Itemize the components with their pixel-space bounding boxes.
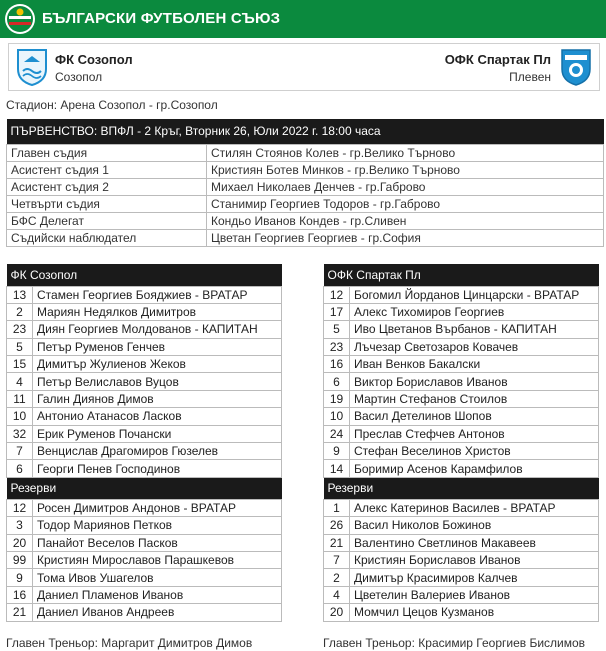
player-number: 5 — [7, 338, 33, 355]
player-row — [7, 408, 282, 425]
player-number: 6 — [7, 460, 33, 477]
player-number: 10 — [324, 408, 350, 425]
player-name: Виктор Бориславов Иванов — [350, 373, 599, 390]
official-name: Михаел Николаев Денчев - гр.Габрово — [207, 178, 604, 195]
player-row — [7, 443, 282, 460]
player-number: 9 — [7, 569, 33, 586]
sub-row — [324, 586, 599, 603]
player-name: Кристиян Бориславов Иванов — [350, 551, 599, 568]
official-name: Цветан Георгиев Георгиев - гр.София — [207, 229, 604, 246]
official-name: Кристиян Ботев Минков - гр.Велико Търново — [207, 161, 604, 178]
home-coach — [6, 636, 252, 650]
officials-table — [6, 119, 604, 247]
player-row — [7, 303, 282, 320]
player-name: Петър Руменов Генчев — [33, 338, 282, 355]
player-name: Даниел Пламенов Иванов — [33, 586, 282, 603]
bfu-logo-icon[interactable] — [4, 3, 36, 35]
player-name: Лъчезар Светозаров Ковачев — [350, 338, 599, 355]
sub-row — [324, 569, 599, 586]
player-name: Димитър Жулиенов Жеков — [33, 356, 282, 373]
player-row — [7, 373, 282, 390]
sub-row — [324, 499, 599, 516]
sub-row — [7, 604, 282, 621]
home-lineup-header: ФК Созопол — [7, 264, 282, 286]
player-number: 12 — [7, 499, 33, 516]
player-row — [324, 460, 599, 477]
player-name: Алекс Катеринов Василев - ВРАТАР — [350, 499, 599, 516]
player-number: 21 — [7, 604, 33, 621]
player-row — [324, 303, 599, 320]
player-number: 9 — [324, 443, 350, 460]
player-row — [324, 425, 599, 442]
player-name: Росен Димитров Андонов - ВРАТАР — [33, 499, 282, 516]
sub-row — [7, 517, 282, 534]
player-name: Галин Диянов Димов — [33, 390, 282, 407]
player-number: 24 — [324, 425, 350, 442]
player-number: 1 — [324, 499, 350, 516]
player-name: Петър Велиславов Вуцов — [33, 373, 282, 390]
player-number: 32 — [7, 425, 33, 442]
player-number: 21 — [324, 534, 350, 551]
sub-row — [324, 551, 599, 568]
player-name: Тодор Мариянов Петков — [33, 517, 282, 534]
player-name: Кристиян Мирославов Парашкевов — [33, 551, 282, 568]
home-team-city: Созопол — [55, 70, 103, 84]
player-name: Иван Венков Бакалски — [350, 356, 599, 373]
player-row — [7, 356, 282, 373]
player-number: 4 — [7, 373, 33, 390]
spartak-pleven-crest-icon — [559, 47, 593, 87]
sub-row — [7, 586, 282, 603]
official-role: Съдийски наблюдател — [7, 229, 207, 246]
player-name: Димитър Красимиров Калчев — [350, 569, 599, 586]
sub-row — [324, 604, 599, 621]
player-name: Стамен Георгиев Бояджиев - ВРАТАР — [33, 286, 282, 303]
player-name: Преслав Стефчев Антонов — [350, 425, 599, 442]
coach-label: Главен Треньор: — [6, 636, 98, 650]
player-row — [7, 286, 282, 303]
player-row — [324, 373, 599, 390]
player-row — [7, 321, 282, 338]
player-name: Васил Детелинов Шопов — [350, 408, 599, 425]
coach-name: Красимир Георгиев Бислимов — [418, 636, 586, 650]
player-number: 17 — [324, 303, 350, 320]
away-coach — [323, 636, 585, 650]
official-role: Асистент съдия 2 — [7, 178, 207, 195]
sub-row — [324, 534, 599, 551]
player-name: Венцислав Драгомиров Гюзелев — [33, 443, 282, 460]
sub-row — [7, 534, 282, 551]
player-number: 16 — [7, 586, 33, 603]
official-role: БФС Делегат — [7, 212, 207, 229]
player-row — [324, 443, 599, 460]
player-row — [324, 356, 599, 373]
player-number: 4 — [324, 586, 350, 603]
official-name: Станимир Георгиев Тодоров - гр.Габрово — [207, 195, 604, 212]
home-team-name[interactable]: ФК Созопол — [55, 52, 133, 67]
player-number: 12 — [324, 286, 350, 303]
player-name: Васил Николов Божинов — [350, 517, 599, 534]
player-number: 15 — [7, 356, 33, 373]
player-row — [324, 390, 599, 407]
player-name: Антонио Атанасов Ласков — [33, 408, 282, 425]
player-name: Мартин Стефанов Стоилов — [350, 390, 599, 407]
player-name: Иво Цветанов Върбанов - КАПИТАН — [350, 321, 599, 338]
official-role: Асистент съдия 1 — [7, 161, 207, 178]
sozopol-crest-icon — [15, 47, 49, 87]
player-number: 3 — [7, 517, 33, 534]
player-number: 19 — [324, 390, 350, 407]
player-row — [7, 390, 282, 407]
player-name: Алекс Тихомиров Георгиев — [350, 303, 599, 320]
player-row — [324, 338, 599, 355]
player-name: Георги Пенев Господинов — [33, 460, 282, 477]
player-name: Стефан Веселинов Христов — [350, 443, 599, 460]
official-row — [7, 178, 604, 195]
player-number: 20 — [324, 604, 350, 621]
player-row — [7, 425, 282, 442]
player-name: Тома Ивов Ушагелов — [33, 569, 282, 586]
official-role: Четвърти съдия — [7, 195, 207, 212]
player-row — [324, 286, 599, 303]
player-number: 5 — [324, 321, 350, 338]
player-name: Богомил Йорданов Цинцарски - ВРАТАР — [350, 286, 599, 303]
official-name: Стилян Стоянов Колев - гр.Велико Търново — [207, 144, 604, 161]
player-name: Момчил Цецов Кузманов — [350, 604, 599, 621]
player-number: 2 — [324, 569, 350, 586]
player-number: 6 — [324, 373, 350, 390]
player-name: Ерик Руменов Почански — [33, 425, 282, 442]
official-row — [7, 144, 604, 161]
away-team-name[interactable]: ОФК Спартак Пл — [444, 52, 551, 67]
player-number: 13 — [7, 286, 33, 303]
away-team-city: Плевен — [509, 70, 551, 84]
player-number: 7 — [324, 551, 350, 568]
match-info-header: ПЪРВЕНСТВО: ВПФЛ - 2 Кръг, Вторник 26, Юли 2022 г. 18:00 часа — [7, 119, 604, 144]
away-lineup-header: ОФК Спартак Пл — [324, 264, 599, 286]
player-row — [324, 321, 599, 338]
player-row — [7, 460, 282, 477]
coach-label: Главен Треньор: — [323, 636, 415, 650]
official-row — [7, 212, 604, 229]
player-number: 11 — [7, 390, 33, 407]
official-row — [7, 229, 604, 246]
player-row — [7, 338, 282, 355]
player-name: Боримир Асенов Карамфилов — [350, 460, 599, 477]
player-name: Даниел Иванов Андреев — [33, 604, 282, 621]
player-name: Диян Георгиев Молдованов - КАПИТАН — [33, 321, 282, 338]
stadium-info: Стадион: Арена Созопол - гр.Созопол — [6, 98, 218, 112]
player-number: 20 — [7, 534, 33, 551]
home-lineup-table — [6, 264, 282, 622]
player-number: 16 — [324, 356, 350, 373]
sub-row — [7, 551, 282, 568]
player-name: Цветелин Валериев Иванов — [350, 586, 599, 603]
player-name: Валентино Светлинов Макавеев — [350, 534, 599, 551]
header-bar — [0, 0, 606, 38]
player-number: 7 — [7, 443, 33, 460]
federation-title: БЪЛГАРСКИ ФУТБОЛЕН СЪЮЗ — [42, 10, 281, 27]
official-name: Кондьо Иванов Кондев - гр.Сливен — [207, 212, 604, 229]
player-number: 10 — [7, 408, 33, 425]
sub-row — [7, 569, 282, 586]
player-number: 14 — [324, 460, 350, 477]
coach-name: Маргарит Димитров Димов — [101, 636, 253, 650]
player-number: 99 — [7, 551, 33, 568]
player-name: Мариян Недялков Димитров — [33, 303, 282, 320]
player-number: 26 — [324, 517, 350, 534]
away-lineup-table — [323, 264, 599, 622]
player-number: 23 — [324, 338, 350, 355]
official-row — [7, 195, 604, 212]
official-row — [7, 161, 604, 178]
player-name: Панайот Веселов Пасков — [33, 534, 282, 551]
player-number: 2 — [7, 303, 33, 320]
player-row — [324, 408, 599, 425]
away-subs-header: Резерви — [324, 477, 599, 499]
sub-row — [324, 517, 599, 534]
teams-box — [8, 43, 600, 91]
player-number: 23 — [7, 321, 33, 338]
home-subs-header: Резерви — [7, 477, 282, 499]
sub-row — [7, 499, 282, 516]
official-role: Главен съдия — [7, 144, 207, 161]
